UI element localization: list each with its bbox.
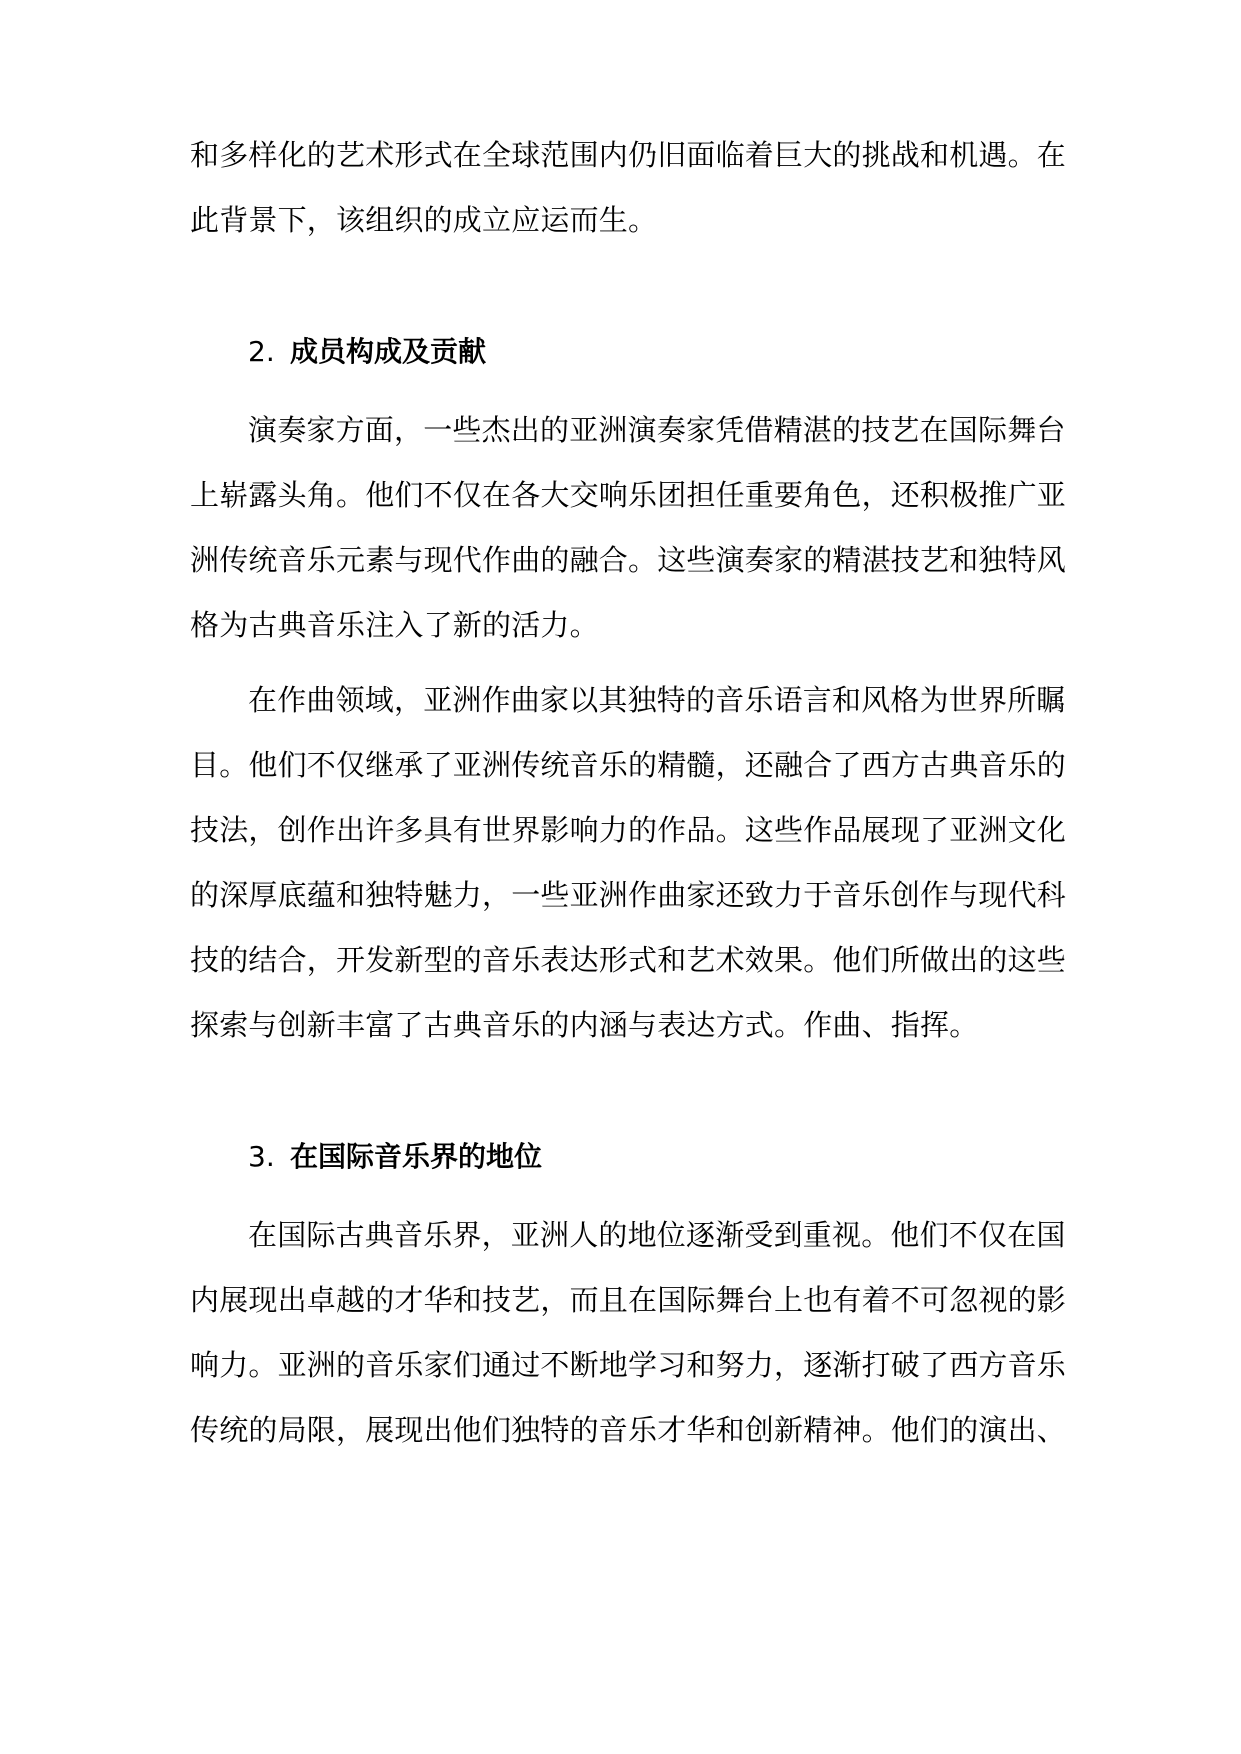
section-number: 3.	[248, 1140, 275, 1173]
paragraph-line: 目。他们不仅继承了亚洲传统音乐的精髓，还融合了西方古典音乐的	[190, 748, 1067, 782]
paragraph-line: 上崭露头角。他们不仅在各大交响乐团担任重要角色，还积极推广亚	[190, 478, 1067, 512]
paragraph-line: 的深厚底蕴和独特魅力，一些亚洲作曲家还致力于音乐创作与现代科	[190, 878, 1067, 912]
paragraph-line: 技的结合，开发新型的音乐表达形式和艺术效果。他们所做出的这些	[190, 943, 1067, 977]
paragraph-line: 在国际古典音乐界，亚洲人的地位逐渐受到重视。他们不仅在国	[248, 1218, 1066, 1252]
paragraph-line: 内展现出卓越的才华和技艺，而且在国际舞台上也有着不可忽视的影	[190, 1283, 1067, 1317]
section-heading	[248, 1137, 542, 1177]
section-heading	[248, 332, 486, 372]
section-title: 成员构成及贡献	[290, 335, 487, 368]
paragraph-line: 此背景下，该组织的成立应运而生。	[190, 203, 658, 237]
paragraph-line: 传统的局限，展现出他们独特的音乐才华和创新精神。他们的演出、	[190, 1413, 1067, 1447]
paragraph-line: 演奏家方面，一些杰出的亚洲演奏家凭借精湛的技艺在国际舞台	[248, 413, 1066, 447]
paragraph-line: 探索与创新丰富了古典音乐的内涵与表达方式。作曲、指挥。	[190, 1008, 979, 1042]
section-number: 2.	[248, 335, 275, 368]
paragraph-line: 在作曲领域，亚洲作曲家以其独特的音乐语言和风格为世界所瞩	[248, 683, 1066, 717]
paragraph-line: 技法，创作出许多具有世界影响力的作品。这些作品展现了亚洲文化	[190, 813, 1067, 847]
paragraph-line: 响力。亚洲的音乐家们通过不断地学习和努力，逐渐打破了西方音乐	[190, 1348, 1067, 1382]
paragraph-line: 和多样化的艺术形式在全球范围内仍旧面临着巨大的挑战和机遇。在	[190, 138, 1067, 172]
paragraph-line: 洲传统音乐元素与现代作曲的融合。这些演奏家的精湛技艺和独特风	[190, 543, 1067, 577]
paragraph-line: 格为古典音乐注入了新的活力。	[190, 608, 599, 642]
section-title: 在国际音乐界的地位	[290, 1140, 543, 1173]
